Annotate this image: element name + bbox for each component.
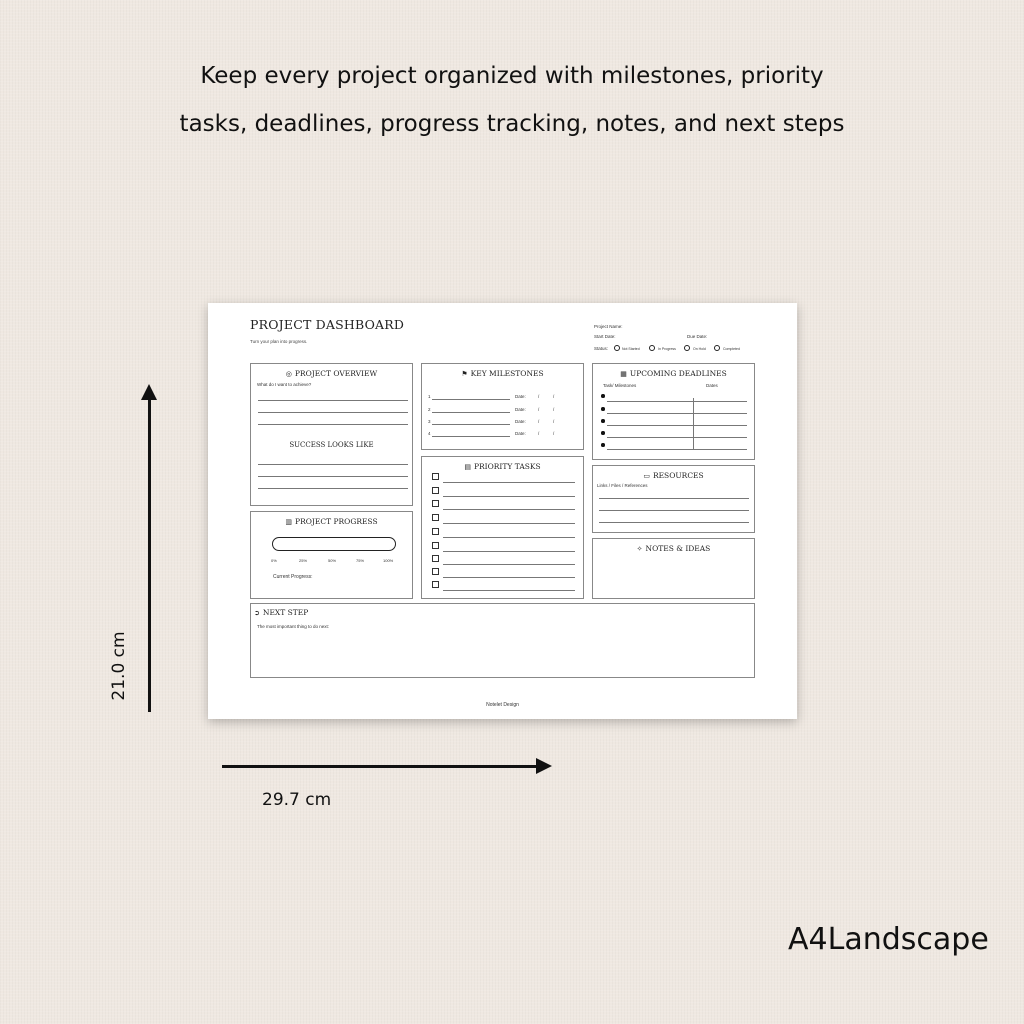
status-completed: Completed: [723, 347, 740, 351]
milestone-line[interactable]: [432, 436, 510, 437]
deadline-line[interactable]: [607, 449, 747, 450]
target-icon: ◎: [285, 370, 292, 378]
project-progress-title: PROJECT PROGRESS: [295, 517, 378, 526]
key-milestones-title: KEY MILESTONES: [470, 369, 544, 378]
task-checkbox[interactable]: [432, 473, 439, 480]
upcoming-deadlines-panel: [592, 363, 755, 460]
task-line[interactable]: [443, 537, 575, 538]
headline-line-2: tasks, deadlines, progress tracking, notes, and next steps: [179, 111, 845, 137]
priority-tasks-title: PRIORITY TASKS: [473, 462, 541, 471]
task-line[interactable]: [443, 482, 575, 483]
status-radio-not-started[interactable]: [614, 345, 620, 351]
project-progress-panel: [250, 511, 413, 599]
height-label: 21.0 cm: [109, 631, 129, 701]
notes-ideas-panel: [592, 538, 755, 599]
resource-line[interactable]: [599, 510, 749, 511]
resources-subtitle: Links / Files / References: [597, 483, 648, 488]
milestone-date-slash: /: [538, 431, 540, 436]
deadline-line[interactable]: [607, 425, 747, 426]
task-checkbox[interactable]: [432, 500, 439, 507]
sheet-tagline: Turn your plan into progress.: [250, 339, 308, 344]
progress-bar[interactable]: [272, 537, 396, 551]
overview-line[interactable]: [258, 424, 408, 425]
next-step-prompt: The most important thing to do next:: [257, 624, 330, 629]
clipboard-icon: ▤: [464, 463, 471, 471]
status-on-hold: On Hold: [693, 347, 706, 351]
headline-line-1: Keep every project organized with milestones, priority: [200, 63, 824, 89]
sheet-footer: Notelet Design: [486, 702, 519, 708]
overview-line[interactable]: [258, 400, 408, 401]
deadline-bullet: [601, 431, 605, 435]
deadline-line[interactable]: [607, 401, 747, 402]
task-line[interactable]: [443, 496, 575, 497]
sheet-title: PROJECT DASHBOARD: [250, 317, 405, 332]
success-title: SUCCESS LOOKS LIKE: [289, 441, 374, 449]
deadlines-col-task: Task/ Milestones: [603, 383, 637, 388]
milestone-line[interactable]: [432, 424, 510, 425]
milestone-date-slash: /: [538, 394, 540, 399]
project-name-label: Project Name:: [594, 324, 623, 329]
deadline-line[interactable]: [607, 437, 747, 438]
milestone-date-slash: /: [553, 419, 555, 424]
milestone-date-label: Date:: [515, 419, 526, 424]
notes-ideas-title: NOTES & IDEAS: [645, 544, 711, 553]
task-line[interactable]: [443, 590, 575, 591]
deadline-bullet: [601, 443, 605, 447]
bar-chart-icon: ▥: [285, 518, 293, 526]
next-step-title: NEXT STEP: [262, 608, 309, 617]
upcoming-deadlines-title: UPCOMING DEADLINES: [629, 369, 727, 378]
success-line[interactable]: [258, 464, 408, 465]
resource-line[interactable]: [599, 498, 749, 499]
status-in-progress: In Progress: [658, 347, 676, 351]
progress-scale-75: 75%: [356, 558, 365, 563]
deadline-line[interactable]: [607, 413, 747, 414]
deadlines-column-divider: [693, 398, 694, 450]
milestone-date-label: Date:: [515, 394, 526, 399]
arrow-circle-icon: ➲: [254, 609, 260, 617]
milestone-date-slash: /: [553, 394, 555, 399]
deadline-bullet: [601, 407, 605, 411]
project-overview-title: PROJECT OVERVIEW: [294, 369, 378, 378]
progress-scale-100: 100%: [383, 558, 394, 563]
success-line[interactable]: [258, 488, 408, 489]
due-date-label: Due Date:: [687, 334, 708, 339]
dashboard-sheet: [208, 303, 797, 719]
format-label: A4Landscape: [788, 922, 989, 957]
task-checkbox[interactable]: [432, 542, 439, 549]
milestone-number: 3: [428, 419, 431, 424]
task-line[interactable]: [443, 509, 575, 510]
status-radio-completed[interactable]: [714, 345, 720, 351]
folder-icon: ▭: [643, 472, 650, 480]
priority-tasks-panel: [421, 456, 584, 599]
resources-panel: [592, 465, 755, 533]
project-overview-panel: [250, 363, 413, 506]
deadline-bullet: [601, 419, 605, 423]
task-line[interactable]: [443, 551, 575, 552]
status-radio-on-hold[interactable]: [684, 345, 690, 351]
milestone-date-slash: /: [538, 407, 540, 412]
task-checkbox[interactable]: [432, 514, 439, 521]
task-checkbox[interactable]: [432, 555, 439, 562]
milestone-date-slash: /: [553, 407, 555, 412]
key-milestones-panel: [421, 363, 584, 450]
milestone-line[interactable]: [432, 399, 510, 400]
current-progress-label: Current Progress:: [273, 574, 313, 580]
height-arrow-line: [148, 398, 151, 712]
task-line[interactable]: [443, 577, 575, 578]
milestone-date-slash: /: [538, 419, 540, 424]
progress-scale-0: 0%: [271, 558, 277, 563]
milestone-date-label: Date:: [515, 431, 526, 436]
width-arrow-head: [536, 758, 552, 774]
calendar-icon: ▦: [620, 370, 627, 378]
task-checkbox[interactable]: [432, 528, 439, 535]
milestone-number: 4: [428, 431, 431, 436]
task-checkbox[interactable]: [432, 568, 439, 575]
milestone-date-slash: /: [553, 431, 555, 436]
task-line[interactable]: [443, 564, 575, 565]
progress-scale-25: 25%: [299, 558, 308, 563]
status-label: Status:: [594, 346, 609, 351]
task-checkbox[interactable]: [432, 487, 439, 494]
milestone-number: 2: [428, 407, 431, 412]
flag-icon: ⚑: [461, 370, 468, 378]
status-not-started: Not Started: [622, 347, 640, 351]
success-line[interactable]: [258, 476, 408, 477]
start-date-label: Start Date:: [594, 334, 616, 339]
overview-line[interactable]: [258, 412, 408, 413]
milestone-date-label: Date:: [515, 407, 526, 412]
lightbulb-icon: ✧: [636, 545, 643, 553]
width-label: 29.7 cm: [262, 790, 332, 810]
task-checkbox[interactable]: [432, 581, 439, 588]
milestone-number: 1: [428, 394, 431, 399]
resource-line[interactable]: [599, 522, 749, 523]
progress-scale-50: 50%: [328, 558, 337, 563]
width-arrow-line: [222, 765, 538, 768]
next-step-panel[interactable]: [250, 603, 755, 678]
deadline-bullet: [601, 394, 605, 398]
overview-prompt: What do I want to achieve?: [257, 382, 312, 387]
resources-title: RESOURCES: [652, 471, 704, 480]
task-line[interactable]: [443, 523, 575, 524]
deadlines-col-dates: Dates: [706, 383, 718, 388]
milestone-line[interactable]: [432, 412, 510, 413]
status-radio-in-progress[interactable]: [649, 345, 655, 351]
